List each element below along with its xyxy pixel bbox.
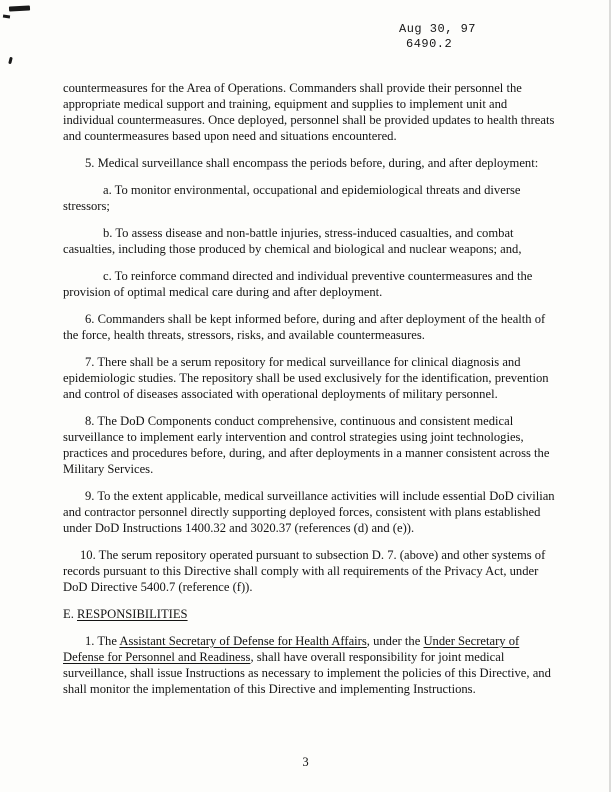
subparagraph-5a: a. To monitor environmental, occupational and epidemiological threats and diverse stressors; [63, 183, 521, 213]
e1-underlined-usd-personnel-readiness: Under Secretary of Defense for Personnel and Readiness [63, 634, 520, 664]
scan-artifact [3, 15, 10, 19]
paragraph-9: 9. To the extent applicable, medical surveillance activities will include essential DoD civilian and contractor personnel directly supporting deployed forces, consistent with plans established under DoD Instructions 1400.32 and 3020.37 (references (d) and (e)). [63, 489, 555, 535]
subparagraph-5c: c. To reinforce command directed and individual preventive countermeasures and the provision of optimal medical care during and after deployment. [63, 269, 533, 299]
header-directive-number: 6490.2 [406, 37, 453, 51]
scan-artifact [9, 5, 30, 11]
header-date: Aug 30, 97 [399, 22, 477, 36]
section-e-label: E. [63, 607, 77, 621]
document-body [63, 80, 555, 708]
page-header [399, 22, 476, 52]
paragraph-5: 5. Medical surveillance shall encompass the periods before, during, and after deployment: [85, 156, 539, 170]
subparagraph-5b: b. To assess disease and non-battle injuries, stress-induced casualties, and combat casualties, including those produced by chemical and biological and nuclear weapons; and, [63, 226, 522, 256]
paragraph-e1 [63, 633, 555, 697]
paragraph-8: 8. The DoD Components conduct comprehensive, continuous and consistent medical surveillance to implement early intervention and control strategies using joint technologies, practices and procedures before, during, and after deployments in a manner consistent across the Military Services. [63, 414, 550, 476]
paragraph-6: 6. Commanders shall be kept informed before, during and after deployment of the health of the force, health threats, stressors, risks, and available countermeasures. [63, 312, 546, 342]
scan-artifact [8, 57, 13, 65]
e1-underlined-asd-health-affairs: Assistant Secretary of Defense for Health Affairs [119, 634, 367, 648]
section-e-title: RESPONSIBILITIES [77, 607, 188, 621]
paragraph-10: 10. The serum repository operated pursuant to subsection D. 7. (above) and other systems of records pursuant to this Directive shall comply with all requirements of the Privacy Act, under DoD Directive 5400.7 (reference (f)). [63, 548, 546, 594]
e1-text: 1. The [85, 634, 120, 648]
e1-text: , under the [366, 634, 424, 648]
paragraph-7: 7. There shall be a serum repository for medical surveillance for clinical diagnosis and epidemiologic studies. The repository shall be used exclusively for the identification, prevention and control of diseases associated with operational deployments of military personnel. [63, 355, 549, 401]
page-number: 3 [302, 755, 309, 769]
section-e-heading [63, 606, 555, 622]
paragraph-continuation: countermeasures for the Area of Operations. Commanders shall provide their personnel the appropriate medical support and training, equipment and supplies to implement unit and individual countermeasures. Once deployed, personnel shall be provided updates to health threats and countermeasures based upon need and situations encountered. [63, 81, 555, 143]
e1-text: , shall have overall responsibility for joint medical surveillance, shall issue Instructions as necessary to implement the policies of this Directive, and shall monitor the implementation of this Directive and implementing Instructions. [63, 650, 551, 696]
